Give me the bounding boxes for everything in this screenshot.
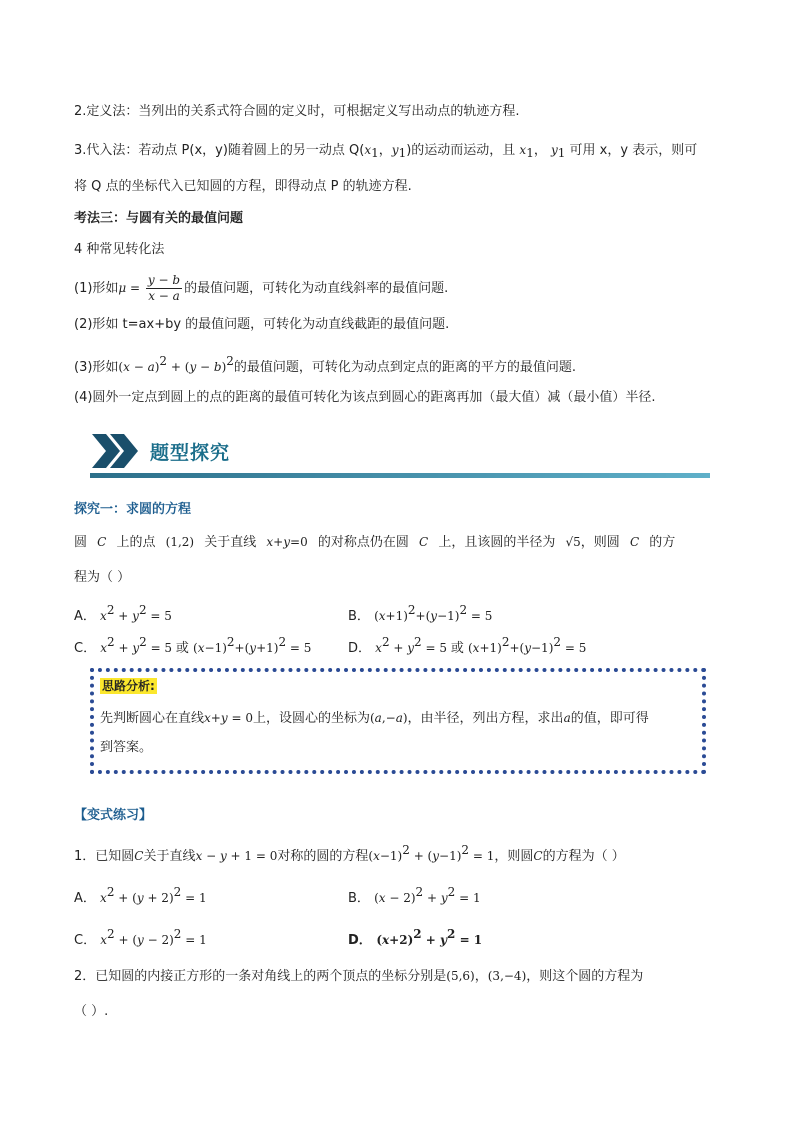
variant-q1-option-c: C． $x^2 + (y - 2)^2 = 1$	[74, 927, 207, 948]
explore-1-option-c: C． $x^2 + y^2 = 5$ 或 $(x-1)^2+(y+1)^2 = 5$	[74, 635, 312, 656]
explore-1-option-a: A． $x^2 + y^2 = 5$	[74, 603, 172, 624]
variant-q2-cont: （ ）.	[74, 1004, 109, 1019]
method-definition: 2.定义法：当列出的关系式符合圆的定义时，可根据定义写出动点的轨迹方程.	[74, 104, 520, 119]
variant-q1: 1．已知圆C关于直线x − y + 1 = 0对称的圆的方程$(x-1)^2 + (y-1)^2 = 1$，则圆C的方程为（ ）	[74, 843, 625, 864]
method-item-1: (1)形如μ = $\frac{y - b}{x - a}$ 的最值问题，可转化为动直线斜率的最值问题.	[74, 273, 449, 303]
hint-text-cont: 到答案。	[100, 740, 153, 755]
hint-label: 思路分析:	[102, 679, 155, 693]
method-item-2: (2)形如 t=ax+by 的最值问题，可转化为动直线截距的最值问题.	[74, 317, 450, 332]
banner-title: 题型探究	[150, 442, 231, 464]
four-methods-heading: 4 种常见转化法	[74, 242, 165, 257]
method-substitution: 3.代入法：若动点 P(x，y)随着圆上的另一动点 $Q(x_1$，$y_1$)的运动而运动，且 $x_1$， $y_1$ 可用 x，y 表示，则可	[74, 143, 698, 160]
explore-1-option-b: B． $(x+1)^2+(y-1)^2 = 5$	[348, 603, 493, 624]
section-banner	[90, 432, 710, 478]
explore-1-question-cont: 程为（ ）	[74, 570, 131, 585]
method-item-4: (4)圆外一定点到圆上的点的距离的最值可转化为该点到圆心的距离再加（最大值）减（最小值）半径.	[74, 390, 656, 405]
explore-1-option-d: D． $x^2 + y^2 = 5$ 或 $(x+1)^2+(y-1)^2 = 5$	[348, 635, 587, 656]
double-chevron-icon	[90, 432, 144, 470]
method-substitution-cont: 将 Q 点的坐标代入已知圆的方程，即得动点 P 的轨迹方程.	[74, 179, 412, 194]
explore-1-question: 圆 C 上的点 (1,2) 关于直线 x+y=0 的对称点仍在圆 C 上，且该圆的半径为 √5，则圆 C 的方	[74, 535, 676, 550]
variant-title: 【变式练习】	[74, 808, 153, 823]
banner-underline	[90, 473, 710, 478]
section-heading-kaofa3: 考法三：与圆有关的最值问题	[74, 211, 244, 226]
method-item-3: (3)形如$(x - a)^2 + (y - b)^2$的最值问题，可转化为动点到定点的距离的平方的最值问题.	[74, 354, 577, 375]
variant-q1-option-b: B． $(x - 2)^2 + y^2 = 1$	[348, 885, 481, 906]
variant-q1-option-a: A． $x^2 + (y + 2)^2 = 1$	[74, 885, 207, 906]
explore-1-title: 探究一：求圆的方程	[74, 502, 192, 517]
hint-text: 先判断圆心在直线x+y = 0上，设圆心的坐标为(a,−a)，由半径，列出方程，求出a的值，即可得	[100, 711, 649, 726]
variant-q1-option-d: D． $(x+2)^2 + y^2 = 1$	[348, 927, 483, 948]
variant-q2: 2．已知圆的内接正方形的一条对角线上的两个顶点的坐标分别是(5,6)，(3,−4)，则这个圆的方程为	[74, 969, 644, 984]
